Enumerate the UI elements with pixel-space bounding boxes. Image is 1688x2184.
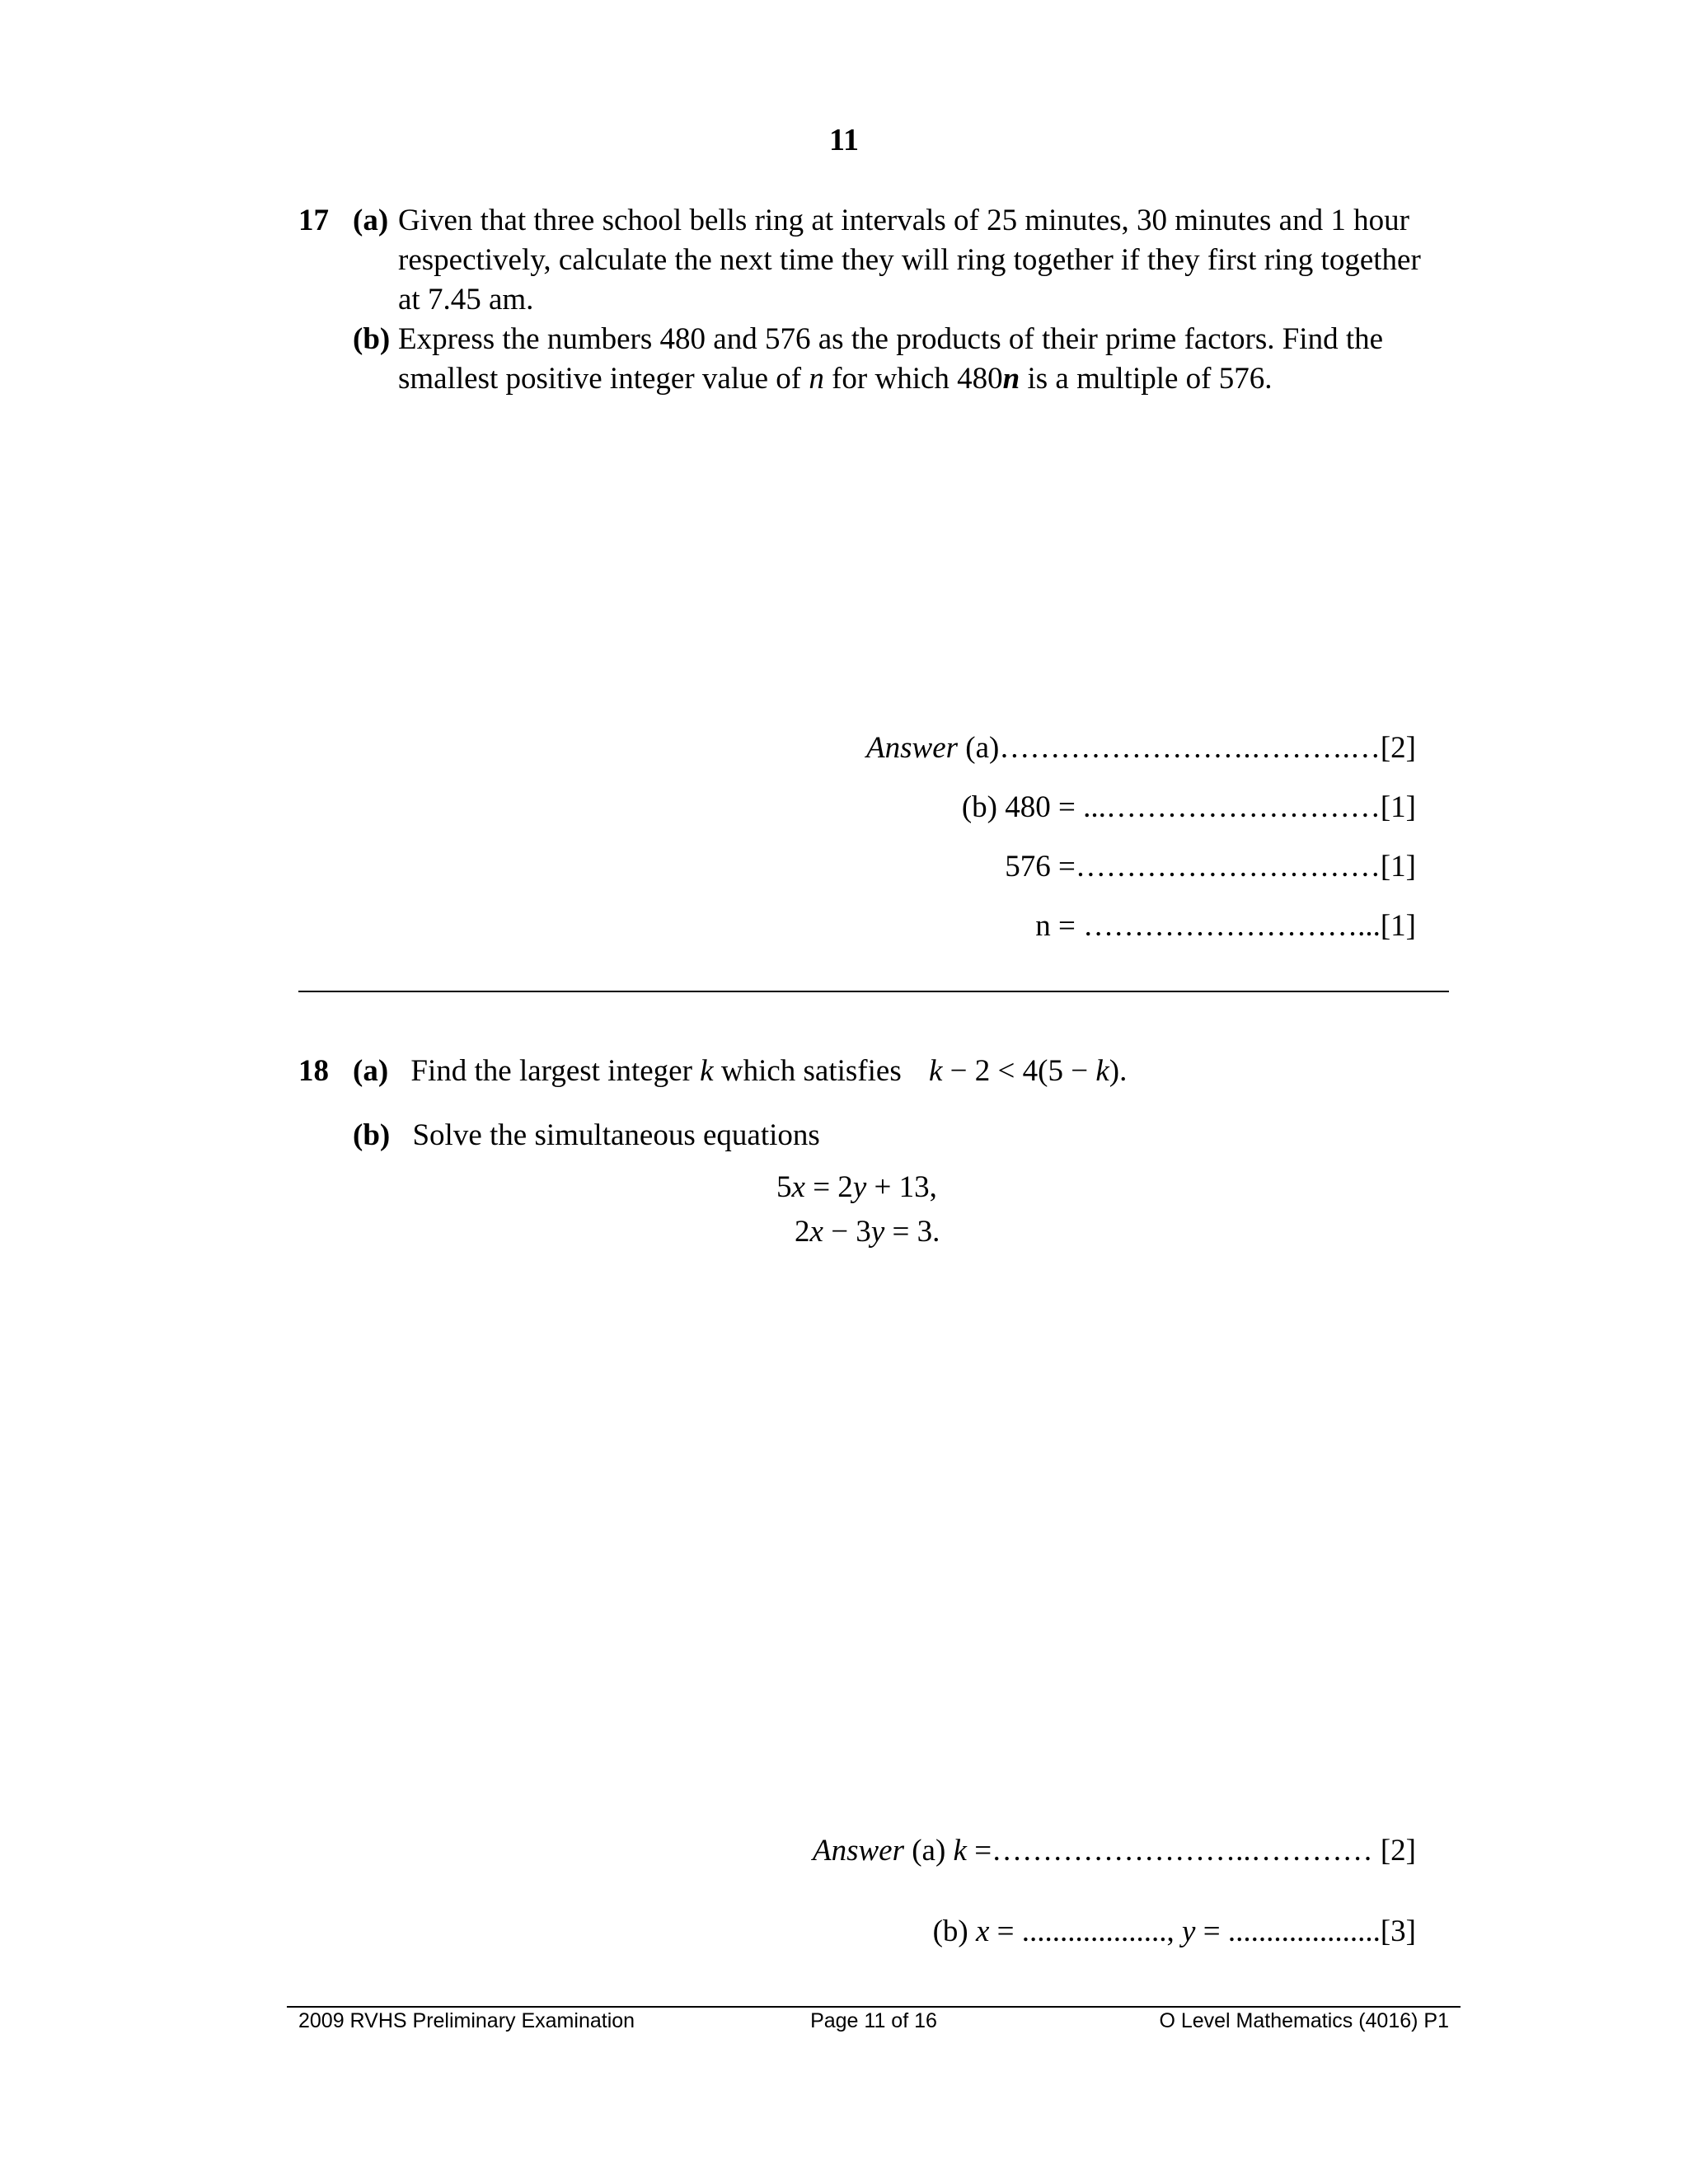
question-18a-text-post: which satisfies (713, 1054, 902, 1088)
inequality-text: ). (1109, 1054, 1128, 1088)
question-17a-line3: at 7.45 am. (398, 283, 534, 316)
question-17a-line2: respectively, calculate the next time they will ring together if they first ring together (398, 243, 1421, 277)
question-divider (298, 991, 1449, 992)
question-17b-line2-text: smallest positive integer value of (398, 362, 809, 396)
question-17a-label: (a) (353, 204, 389, 237)
question-17a (353, 201, 1457, 316)
answer-18a-line: =……………………..………… [2] (966, 1834, 1416, 1868)
question-17b-line2-text: is a multiple of 576. (1020, 362, 1273, 396)
equation-part: 2 (795, 1215, 810, 1249)
answer-18b-part: = ..................., (989, 1915, 1183, 1948)
equation-part: − 3 (823, 1215, 871, 1249)
answer-17b-480: (b) 480 = ...………………………[1] (961, 790, 1416, 824)
answer-18b (933, 1912, 1416, 1952)
footer-right: O Level Mathematics (4016) P1 (1159, 2009, 1449, 2032)
question-17b-label: (b) (353, 322, 391, 356)
equation-part: = 3. (884, 1215, 940, 1249)
footer-left: 2009 RVHS Preliminary Examination (298, 2009, 635, 2032)
variable-k: k (928, 1054, 943, 1088)
answer-18a (813, 1831, 1416, 1871)
variable-k: k (953, 1834, 967, 1868)
footer-rule (287, 2006, 1461, 2008)
question-18b (353, 1116, 820, 1155)
variable-n: n (809, 362, 824, 396)
question-18-number: 18 (298, 1054, 329, 1088)
answer-18b-line: = ....................[3] (1195, 1915, 1416, 1948)
question-17b-line2 (398, 359, 1470, 399)
answer-label: Answer (812, 1834, 904, 1868)
variable-n: n (1002, 362, 1020, 396)
answer-17b-n: n = ………………………...[1] (1035, 909, 1416, 943)
equation-1 (776, 1165, 937, 1210)
variable-y: y (852, 1170, 867, 1204)
question-17-number: 17 (298, 204, 329, 237)
variable-x: x (791, 1170, 805, 1204)
inequality-text: − 2 < 4(5 − (942, 1054, 1096, 1088)
question-17b-line1: Express the numbers 480 and 576 as the products of their prime factors. Find the (398, 322, 1384, 356)
question-17b (353, 320, 1457, 396)
footer-center: Page 11 of 16 (810, 2009, 937, 2032)
equation-part: = 2 (804, 1170, 853, 1204)
equation-part: 5 (776, 1170, 792, 1204)
variable-y: y (870, 1215, 885, 1249)
variable-k: k (700, 1054, 714, 1088)
variable-x: x (809, 1215, 823, 1249)
question-18a-text (410, 1054, 901, 1088)
answer-18b-part: (b) (932, 1915, 976, 1948)
question-17a-line1: Given that three school bells ring at intervals of 25 minutes, 30 minutes and 1 hour (398, 204, 1409, 237)
variable-y: y (1182, 1915, 1196, 1948)
question-18b-label: (b) (353, 1118, 391, 1152)
answer-17a (866, 729, 1416, 768)
answer-label: Answer (866, 731, 959, 765)
question-17b-line2-text: for which 480 (823, 362, 1003, 396)
equation-part: + 13, (866, 1170, 937, 1204)
question-18a (353, 1052, 1127, 1091)
equation-2 (795, 1210, 940, 1254)
question-18a-label: (a) (353, 1054, 389, 1088)
page-number: 11 (829, 123, 859, 157)
variable-x: x (975, 1915, 990, 1948)
inequality (929, 1054, 1127, 1088)
variable-k: k (1095, 1054, 1109, 1088)
answer-18a-part: (a) (912, 1834, 954, 1868)
question-18a-text-pre: Find the largest integer (410, 1054, 701, 1088)
question-18b-text: Solve the simultaneous equations (412, 1118, 820, 1152)
answer-17a-line: (a)…………………….……….…[2] (965, 731, 1416, 765)
answer-17b-576: 576 =…………………………[1] (1005, 850, 1416, 883)
